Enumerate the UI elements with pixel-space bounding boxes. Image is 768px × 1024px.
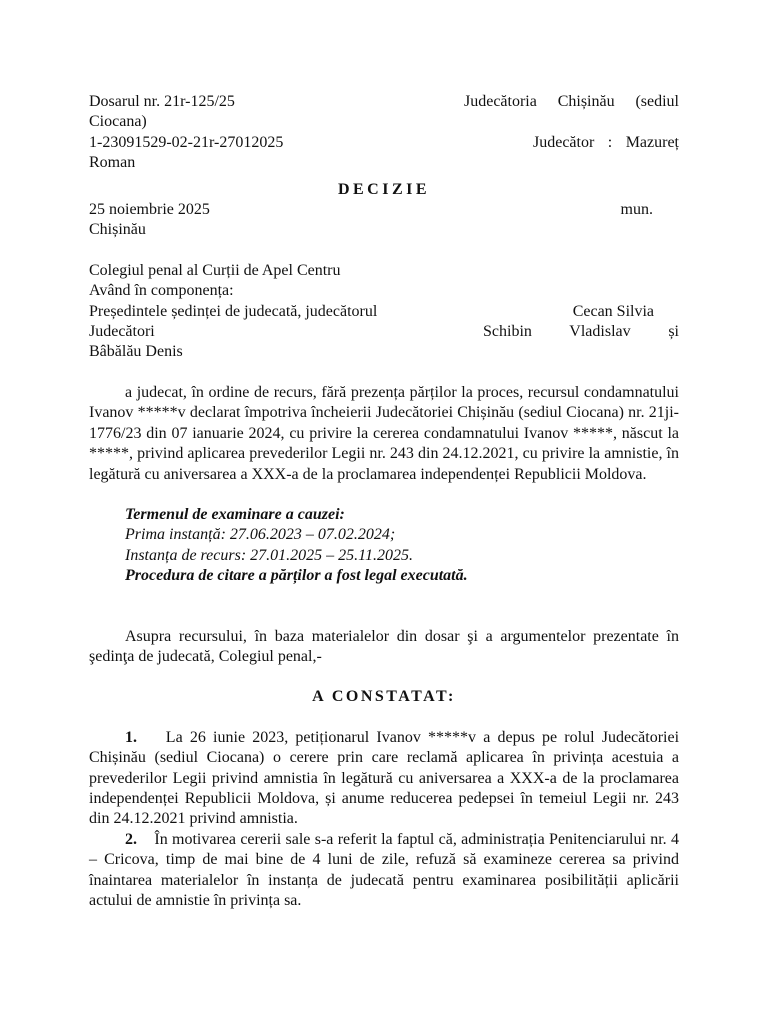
panel-line-2: Având în componența: <box>89 282 234 300</box>
judges-row <box>89 322 679 342</box>
point-1-number: 1. <box>125 728 137 746</box>
president-label: Președintele ședinței de judecată, judecătorul <box>89 302 378 320</box>
point-2-number: 2. <box>125 830 137 848</box>
basis-paragraph: Asupra recursului, în baza materialelor din dosar şi a argumentelor prezentate în şedinţa de judecată, Colegiul penal,- <box>89 627 679 665</box>
term-first-instance: Prima instanță: 27.06.2023 – 07.02.2024; <box>125 526 396 544</box>
case-id: 1-23091529-02-21r-27012025 <box>89 133 284 151</box>
point-2 <box>89 830 679 912</box>
panel-line-1: Colegiul penal al Curții de Apel Centru <box>89 261 341 279</box>
place: mun. <box>620 201 653 219</box>
case-number: Dosarul nr. 21r-125/25 <box>89 93 235 110</box>
judges-names: Schibin Vladislav și <box>483 323 679 341</box>
term-appeal-instance: Instanța de recurs: 27.01.2025 – 25.11.2025. <box>125 546 413 564</box>
term-heading: Termenul de examinare a cauzei: <box>125 505 345 523</box>
term-procedure: Procedura de citare a părților a fost legal executată. <box>125 567 468 585</box>
place-continuation: Chișinău <box>89 221 146 239</box>
judges-label: Judecători <box>89 323 155 341</box>
document-page <box>89 92 679 911</box>
point-1 <box>89 728 679 830</box>
intro-paragraph: a judecat, în ordine de recurs, fără prezența părților la proces, recursul condamnatului Ivanov *****v declarat împotriva încheierii Judecătoriei Chișinău (sediul Ciocana) nr. 21ji-1776/23 din 07 ianuarie 2024, cu privire la cererea condamnatului Ivanov *****, născut la *****, privind aplicarea prevederilor Legii nr. 243 din 24.12.2021, cu privire la amnistie, în legătură cu aniversarea a XXX-a de la proclamarea independenței Republicii Moldova. <box>89 383 679 483</box>
judge-name-continuation: Roman <box>89 154 136 172</box>
point-1-text: La 26 iunie 2023, petiționarul Ivanov *****v a depus pe rolul Judecătoriei Chișinău (sediul Ciocana) o cerere prin care reclamă aplicarea în privința acestuia a prevederilor Legii privind amnistia în legătură cu aniversarea a XXX-a de la proclamarea independenței Republicii Moldova, și anume reducerea pedepsei în temeiul Legii nr. 243 din 24.12.2021 privind amnistia. <box>89 728 680 828</box>
court-name: Judecătoria Chișinău (sediul <box>464 93 679 110</box>
section-title: A CONSTATAT: <box>312 688 456 706</box>
document-title: DECIZIE <box>337 180 431 198</box>
header-row-2 <box>89 133 679 153</box>
court-name-continuation: Ciocana) <box>89 113 147 131</box>
judge-name: Judecător : Mazureț <box>533 133 679 151</box>
date-place-row <box>89 200 679 220</box>
point-2-text: În motivarea cererii sale s-a referit la faptul că, administrația Penitenciarului nr. 4 – Cricova, timp de mai bine de 4 luni de zile, refuză să examineze cererea sa privind înaintarea materialelor în instanța de judecată pentru examinarea posibilității aplicării actului de amnistie în privința sa. <box>89 830 680 909</box>
president-row <box>89 302 679 322</box>
decision-date: 25 noiembrie 2025 <box>89 201 210 219</box>
header-row-1 <box>89 92 679 112</box>
president-name: Cecan Silvia <box>572 302 654 320</box>
judges-continuation: Bâbălău Denis <box>89 343 183 361</box>
